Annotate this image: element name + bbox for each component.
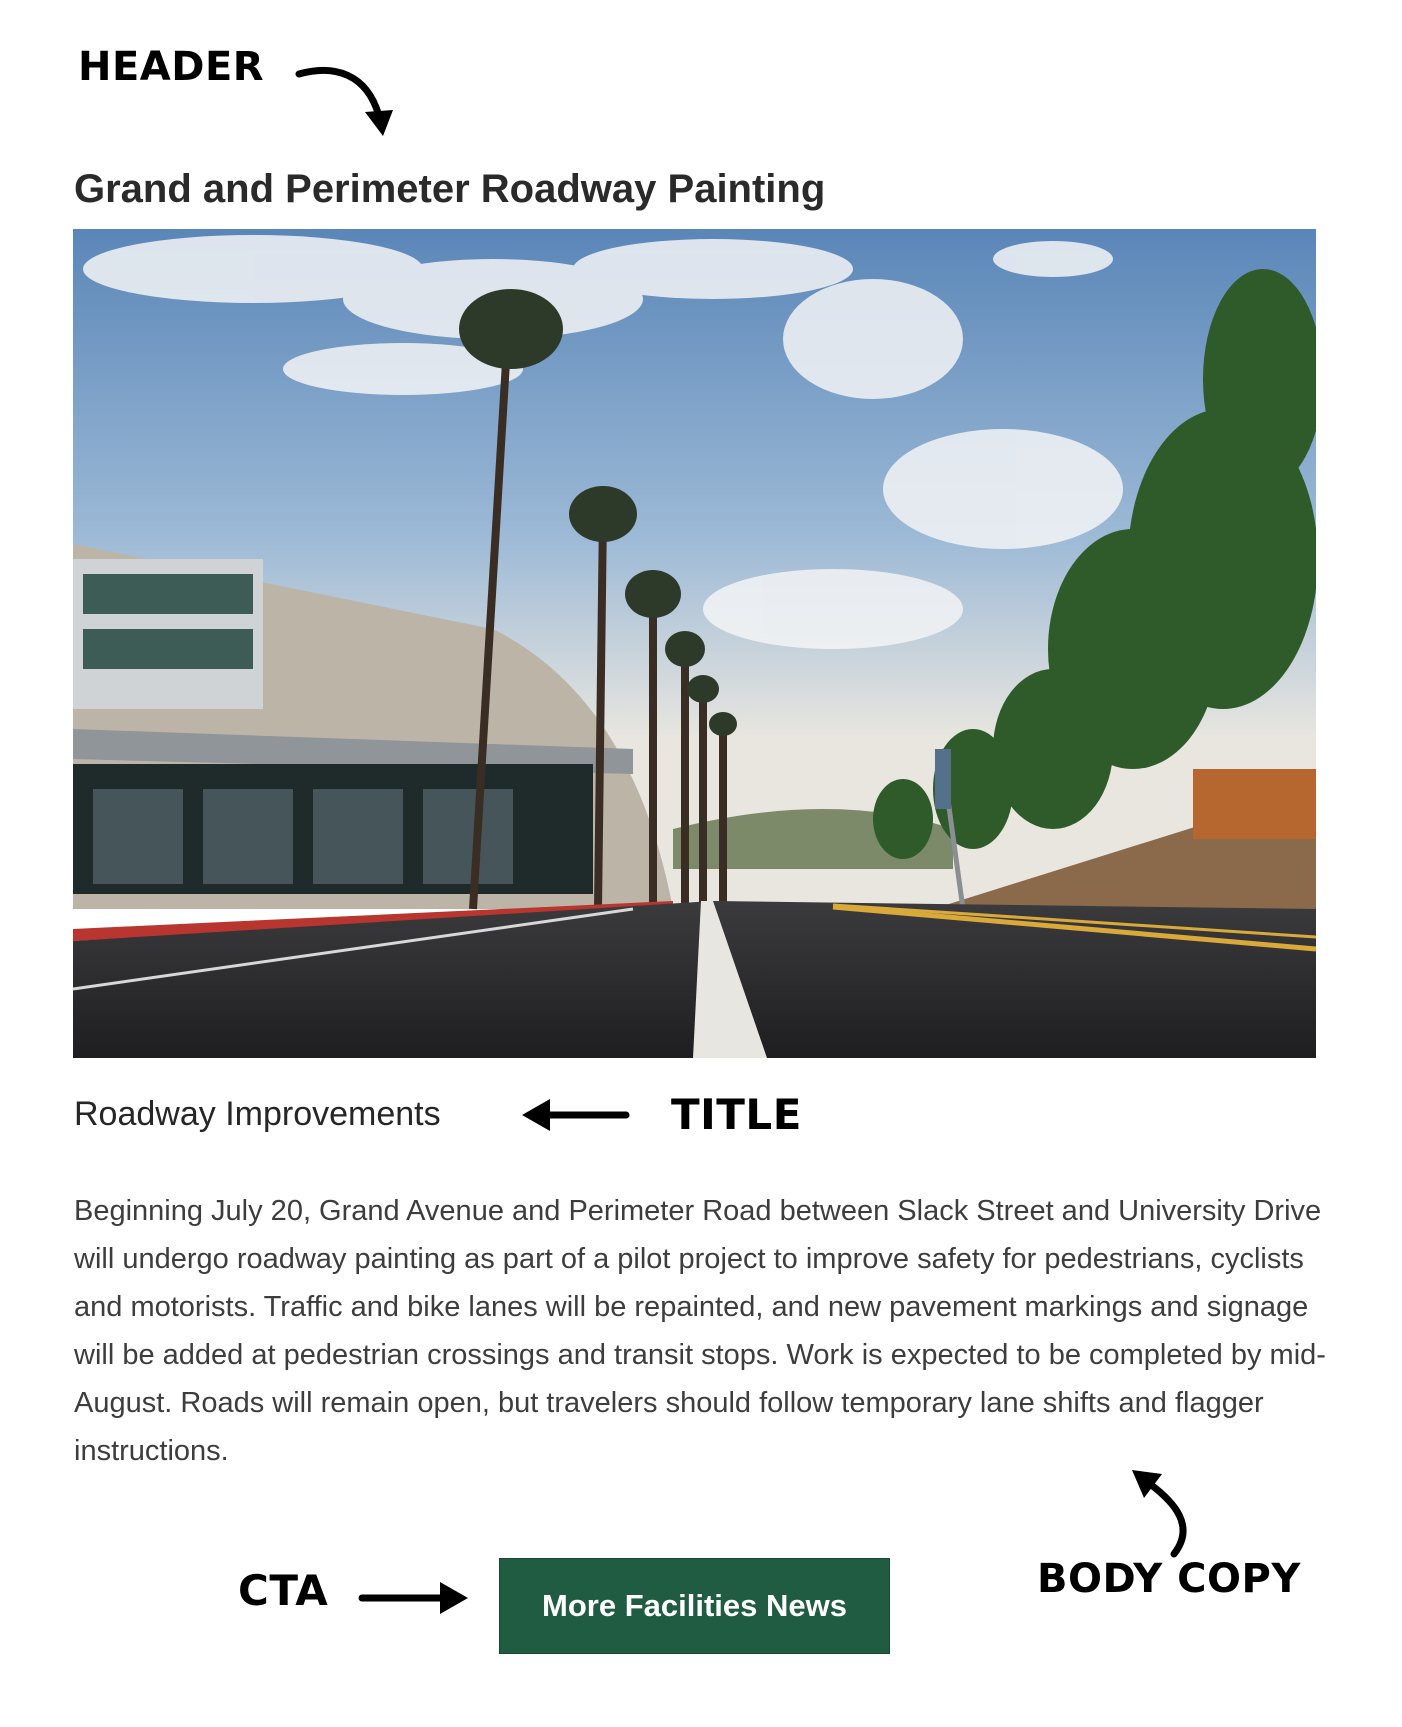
email-header: Grand and Perimeter Roadway Painting — [74, 167, 826, 211]
campus-road-photo-icon — [73, 229, 1316, 1058]
more-facilities-news-button[interactable]: More Facilities News — [499, 1558, 890, 1654]
body-copy-arrow-icon — [1120, 1462, 1200, 1562]
header-arrow-icon — [295, 60, 405, 140]
annotation-title-label: TITLE — [671, 1090, 802, 1139]
email-title: Roadway Improvements — [74, 1095, 441, 1133]
annotation-cta-label: CTA — [238, 1566, 329, 1615]
annotation-body-copy-label: BODY COPY — [1037, 1556, 1301, 1602]
annotation-header-label: HEADER — [78, 44, 265, 90]
hero-image — [73, 229, 1316, 1058]
title-arrow-icon — [520, 1095, 630, 1135]
cta-arrow-icon — [360, 1578, 470, 1618]
email-body-copy: Beginning July 20, Grand Avenue and Perimeter Road between Slack Street and University Drive will undergo roadway painting as part of a pilot project to improve safety for pedestrians, cyclists and motorists. Traffic and bike lanes will be repainted, and new pavement markings and signage will be added at pedestrian crossings and transit stops. Work is expected to be completed by mid-August. Roads will remain open, but travelers should follow temporary lane shifts and flagger instructions. — [74, 1195, 1326, 1467]
